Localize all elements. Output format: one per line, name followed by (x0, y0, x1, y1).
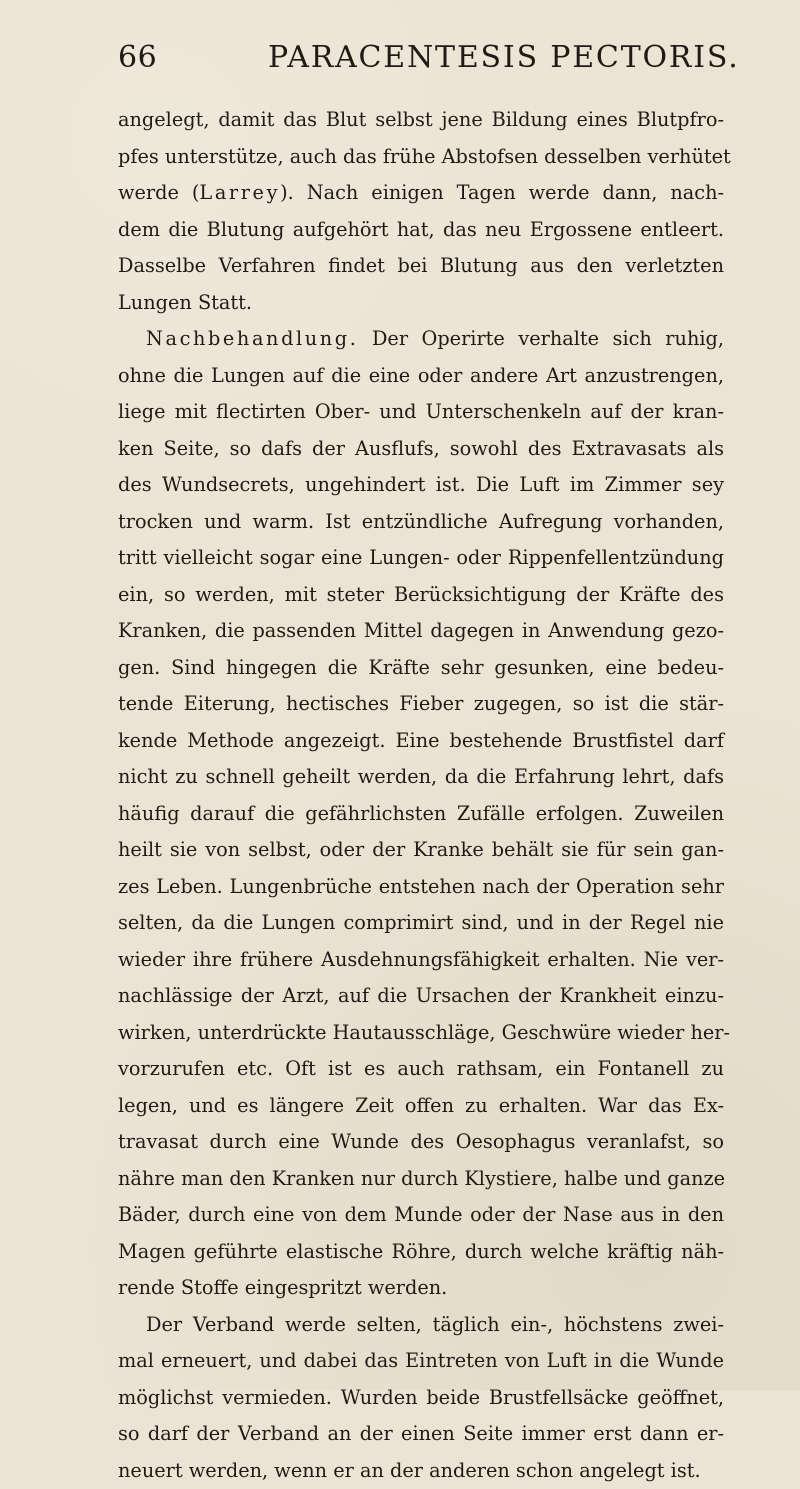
text-line: trocken und warm. Ist entzündliche Aufregung vorhanden, (118, 504, 724, 541)
text-line: ein, so werden, mit steter Berücksichtigung der Kräfte des (118, 577, 724, 614)
text-line: heilt sie von selbst, oder der Kranke behält sie für sein gan- (118, 832, 724, 869)
text-line: gen. Sind hingegen die Kräfte sehr gesunken, eine bedeu- (118, 650, 724, 687)
text-line: nachlässige der Arzt, auf die Ursachen der Krankheit einzu- (118, 978, 724, 1015)
text-line: des Wundsecrets, ungehindert ist. Die Luft im Zimmer sey (118, 467, 724, 504)
emphasized-word: Larrey (199, 181, 280, 204)
text-line: tende Eiterung, hectisches Fieber zugegen, so ist die stär- (118, 686, 724, 723)
running-title: PARACENTESIS PECTORIS. (268, 40, 740, 75)
text-line: mal erneuert, und dabei das Eintreten von Luft in die Wunde (118, 1343, 724, 1380)
text-line: häufig darauf die gefährlichsten Zufälle erfolgen. Zuweilen (118, 796, 724, 833)
text-line: so darf der Verband an der einen Seite immer erst dann er- (118, 1416, 724, 1453)
text-line: Der Verband werde selten, täglich ein-, höchstens zwei- (118, 1307, 724, 1344)
text-line: Lungen Statt. (118, 285, 724, 322)
page-header (118, 40, 724, 80)
text-line: dem die Blutung aufgehört hat, das neu Ergossene entleert. (118, 212, 724, 249)
text-line: möglichst vermieden. Wurden beide Brustfellsäcke geöffnet, (118, 1380, 724, 1417)
text-line: werde (Larrey). Nach einigen Tagen werde dann, nach- (118, 175, 724, 212)
text-line: wirken, unterdrückte Hautausschläge, Geschwüre wieder her- (118, 1015, 724, 1052)
text-line: neuert werden, wenn er an der anderen schon angelegt ist. (118, 1453, 724, 1489)
text-line: kende Methode angezeigt. Eine bestehende Brustfistel darf (118, 723, 724, 760)
text-line: wieder ihre frühere Ausdehnungsfähigkeit erhalten. Nie ver- (118, 942, 724, 979)
text-line: legen, und es längere Zeit offen zu erhalten. War das Ex- (118, 1088, 724, 1125)
text-line: liege mit flectirten Ober- und Unterschenkeln auf der kran- (118, 394, 724, 431)
text-line: selten, da die Lungen comprimirt sind, und in der Regel nie (118, 905, 724, 942)
text-line: pfes unterstütze, auch das frühe Abstofsen desselben verhütet (118, 139, 724, 176)
body-text (118, 102, 724, 1489)
text-line: Nachbehandlung. Der Operirte verhalte sich ruhig, (118, 321, 724, 358)
text-line: Bäder, durch eine von dem Munde oder der Nase aus in den (118, 1197, 724, 1234)
text-line: ken Seite, so dafs der Ausflufs, sowohl des Extravasats als (118, 431, 724, 468)
text-line: Kranken, die passenden Mittel dagegen in Anwendung gezo- (118, 613, 724, 650)
text-line: angelegt, damit das Blut selbst jene Bildung eines Blutpfro- (118, 102, 724, 139)
text-line: vorzurufen etc. Oft ist es auch rathsam, ein Fontanell zu (118, 1051, 724, 1088)
text-line: rende Stoffe eingespritzt werden. (118, 1270, 724, 1307)
text-line: ohne die Lungen auf die eine oder andere Art anzustrengen, (118, 358, 724, 395)
text-line: zes Leben. Lungenbrüche entstehen nach der Operation sehr (118, 869, 724, 906)
emphasized-word: Nachbehandlung. (146, 327, 358, 350)
text-line: travasat durch eine Wunde des Oesophagus veranlafst, so (118, 1124, 724, 1161)
page-number: 66 (118, 40, 157, 75)
text-line: tritt vielleicht sogar eine Lungen- oder Rippenfellentzündung (118, 540, 724, 577)
text-line: Dasselbe Verfahren findet bei Blutung aus den verletzten (118, 248, 724, 285)
text-line: nähre man den Kranken nur durch Klystiere, halbe und ganze (118, 1161, 724, 1198)
text-line: nicht zu schnell geheilt werden, da die Erfahrung lehrt, dafs (118, 759, 724, 796)
text-line: Magen geführte elastische Röhre, durch welche kräftig näh- (118, 1234, 724, 1271)
